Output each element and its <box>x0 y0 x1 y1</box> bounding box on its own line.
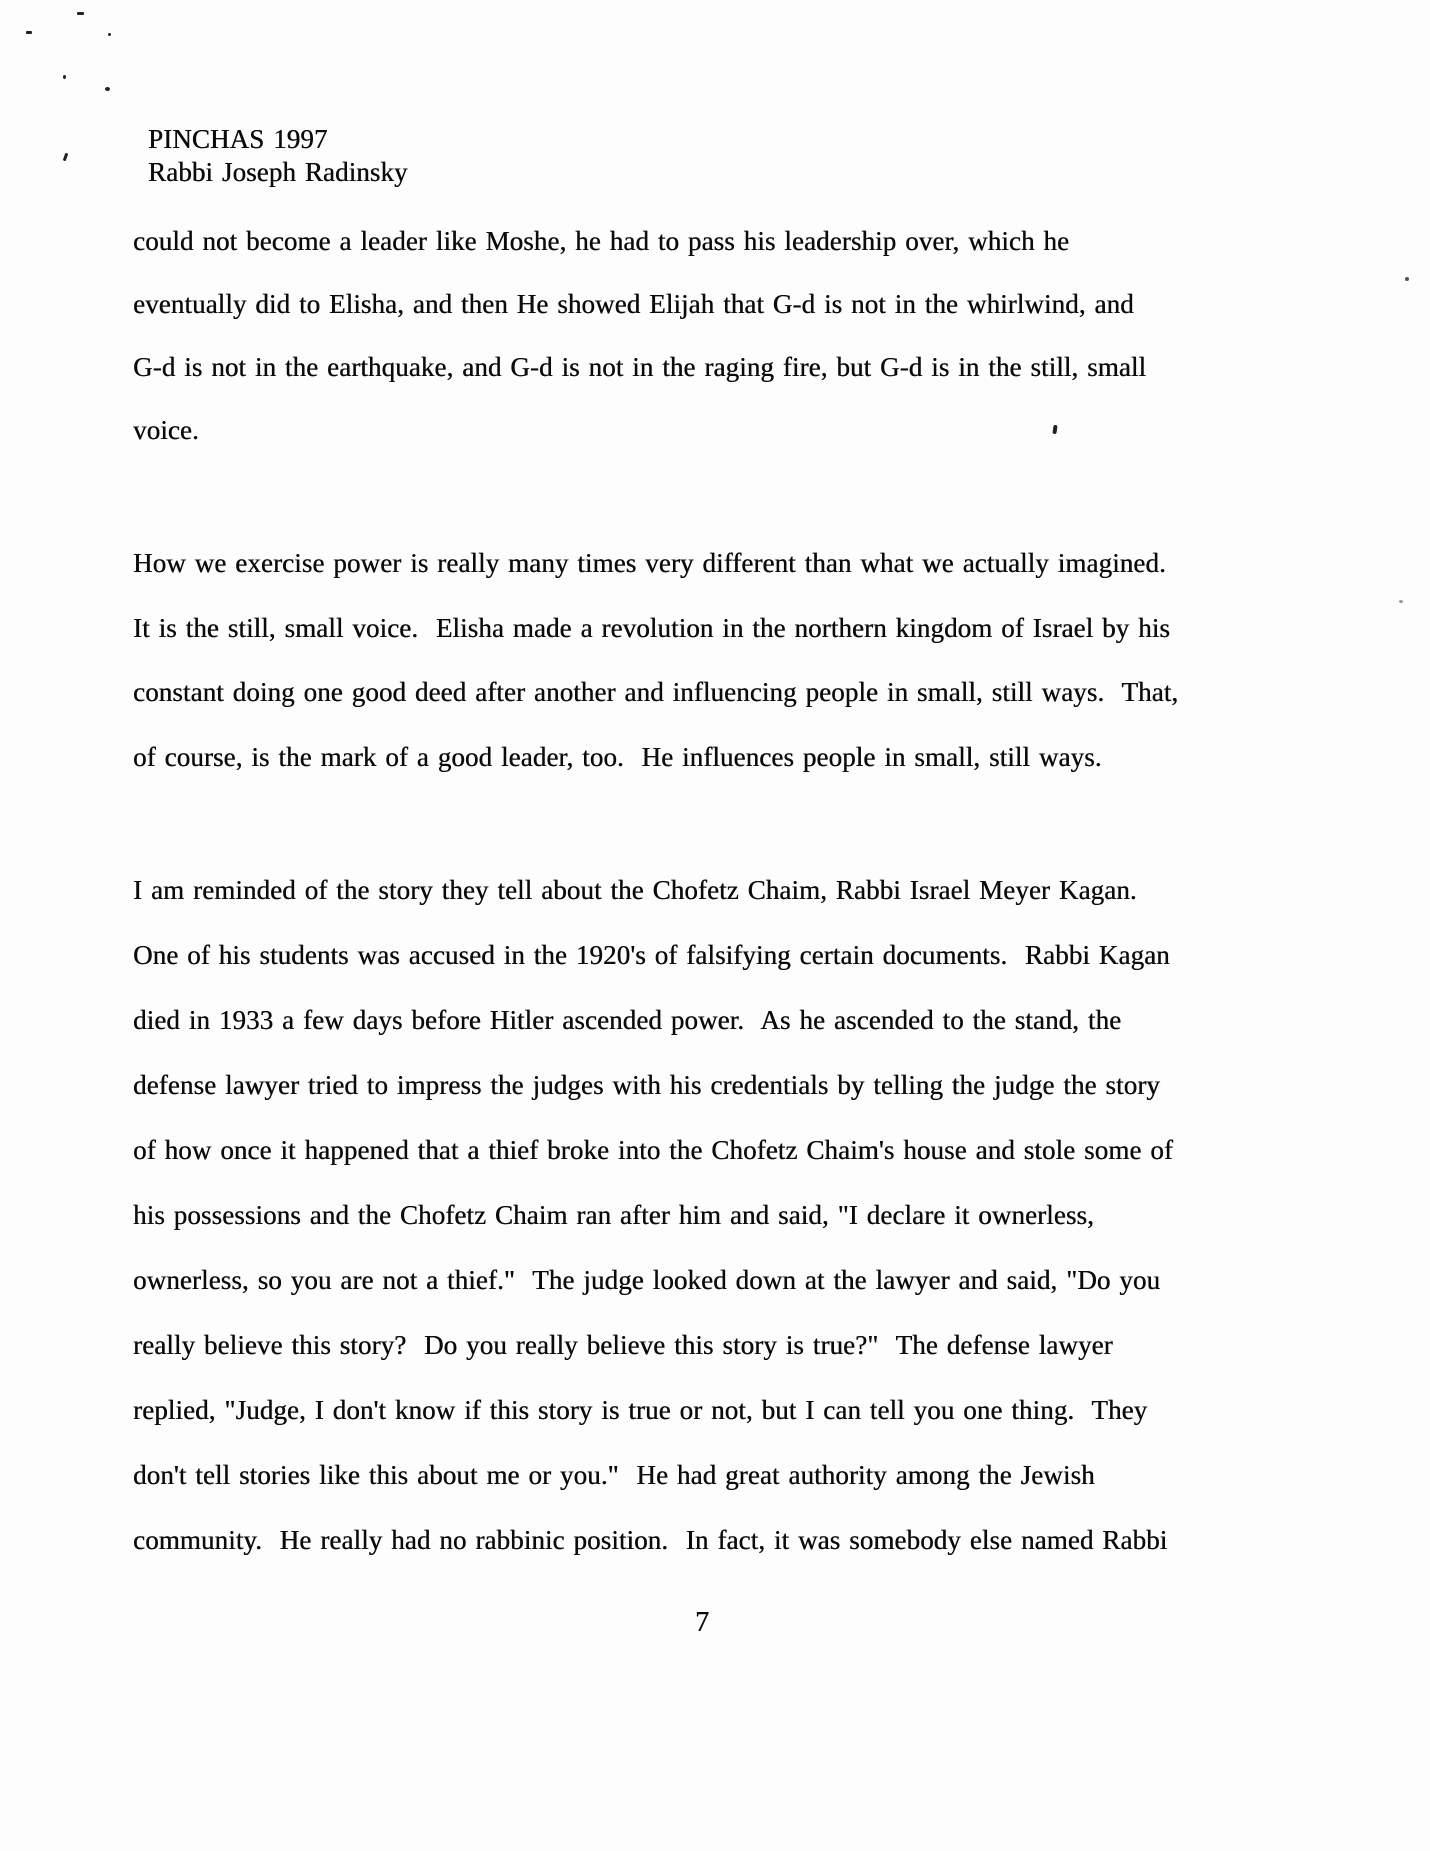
scan-speck <box>1399 600 1403 603</box>
text-line: of course, is the mark of a good leader, too. He influences people in small, still ways. <box>133 741 1102 772</box>
text-line: G-d is not in the earthquake, and G-d is not in the raging fire, but G-d is in the still, small <box>133 352 1147 382</box>
scan-speck <box>26 31 32 34</box>
text-line: eventually did to Elisha, and then He showed Elijah that G-d is not in the whirlwind, and <box>133 289 1134 319</box>
scan-speck <box>108 33 111 36</box>
text-line: don't tell stories like this about me or you." He had great authority among the Jewish <box>133 1460 1095 1490</box>
text-line: died in 1933 a few days before Hitler ascended power. As he ascended to the stand, the <box>133 1005 1122 1035</box>
paragraph-1 <box>133 210 1146 462</box>
scan-speck <box>77 12 84 15</box>
text-line: could not become a leader like Moshe, he had to pass his leadership over, which he <box>133 226 1070 256</box>
scan-speck <box>63 153 69 162</box>
paragraph-2 <box>133 531 1178 789</box>
document-author: Rabbi Joseph Radinsky <box>148 157 408 187</box>
text-line: ownerless, so you are not a thief." The judge looked down at the lawyer and said, "Do you <box>133 1265 1161 1295</box>
text-line: replied, "Judge, I don't know if this story is true or not, but I can tell you one thing. They <box>133 1395 1148 1425</box>
scan-speck <box>63 75 66 79</box>
text-line: defense lawyer tried to impress the judges with his credentials by telling the judge the story <box>133 1070 1160 1100</box>
paragraph-3 <box>133 858 1173 1573</box>
text-line: really believe this story? Do you really believe this story is true?" The defense lawyer <box>133 1330 1113 1360</box>
text-line: One of his students was accused in the 1920's of falsifying certain documents. Rabbi Kagan <box>133 940 1170 970</box>
text-line: It is the still, small voice. Elisha made a revolution in the northern kingdom of Israel by his <box>133 612 1170 643</box>
page-number: 7 <box>695 1607 710 1638</box>
document-header <box>148 123 408 189</box>
text-line: How we exercise power is really many times very different than what we actually imagined. <box>133 548 1166 578</box>
text-line: constant doing one good deed after another and influencing people in small, still ways. That, <box>133 677 1179 707</box>
text-line: I am reminded of the story they tell about the Chofetz Chaim, Rabbi Israel Meyer Kagan. <box>133 875 1137 905</box>
text-line: of how once it happened that a thief broke into the Chofetz Chaim's house and stole some of <box>133 1135 1173 1165</box>
text-line: voice. <box>133 415 199 445</box>
scan-speck <box>105 87 110 91</box>
scan-speck <box>1405 277 1409 281</box>
text-line: community. He really had no rabbinic position. In fact, it was somebody else named Rabbi <box>133 1525 1168 1555</box>
text-line: his possessions and the Chofetz Chaim ran after him and said, "I declare it ownerless, <box>133 1200 1094 1230</box>
document-title: PINCHAS 1997 <box>148 124 328 154</box>
